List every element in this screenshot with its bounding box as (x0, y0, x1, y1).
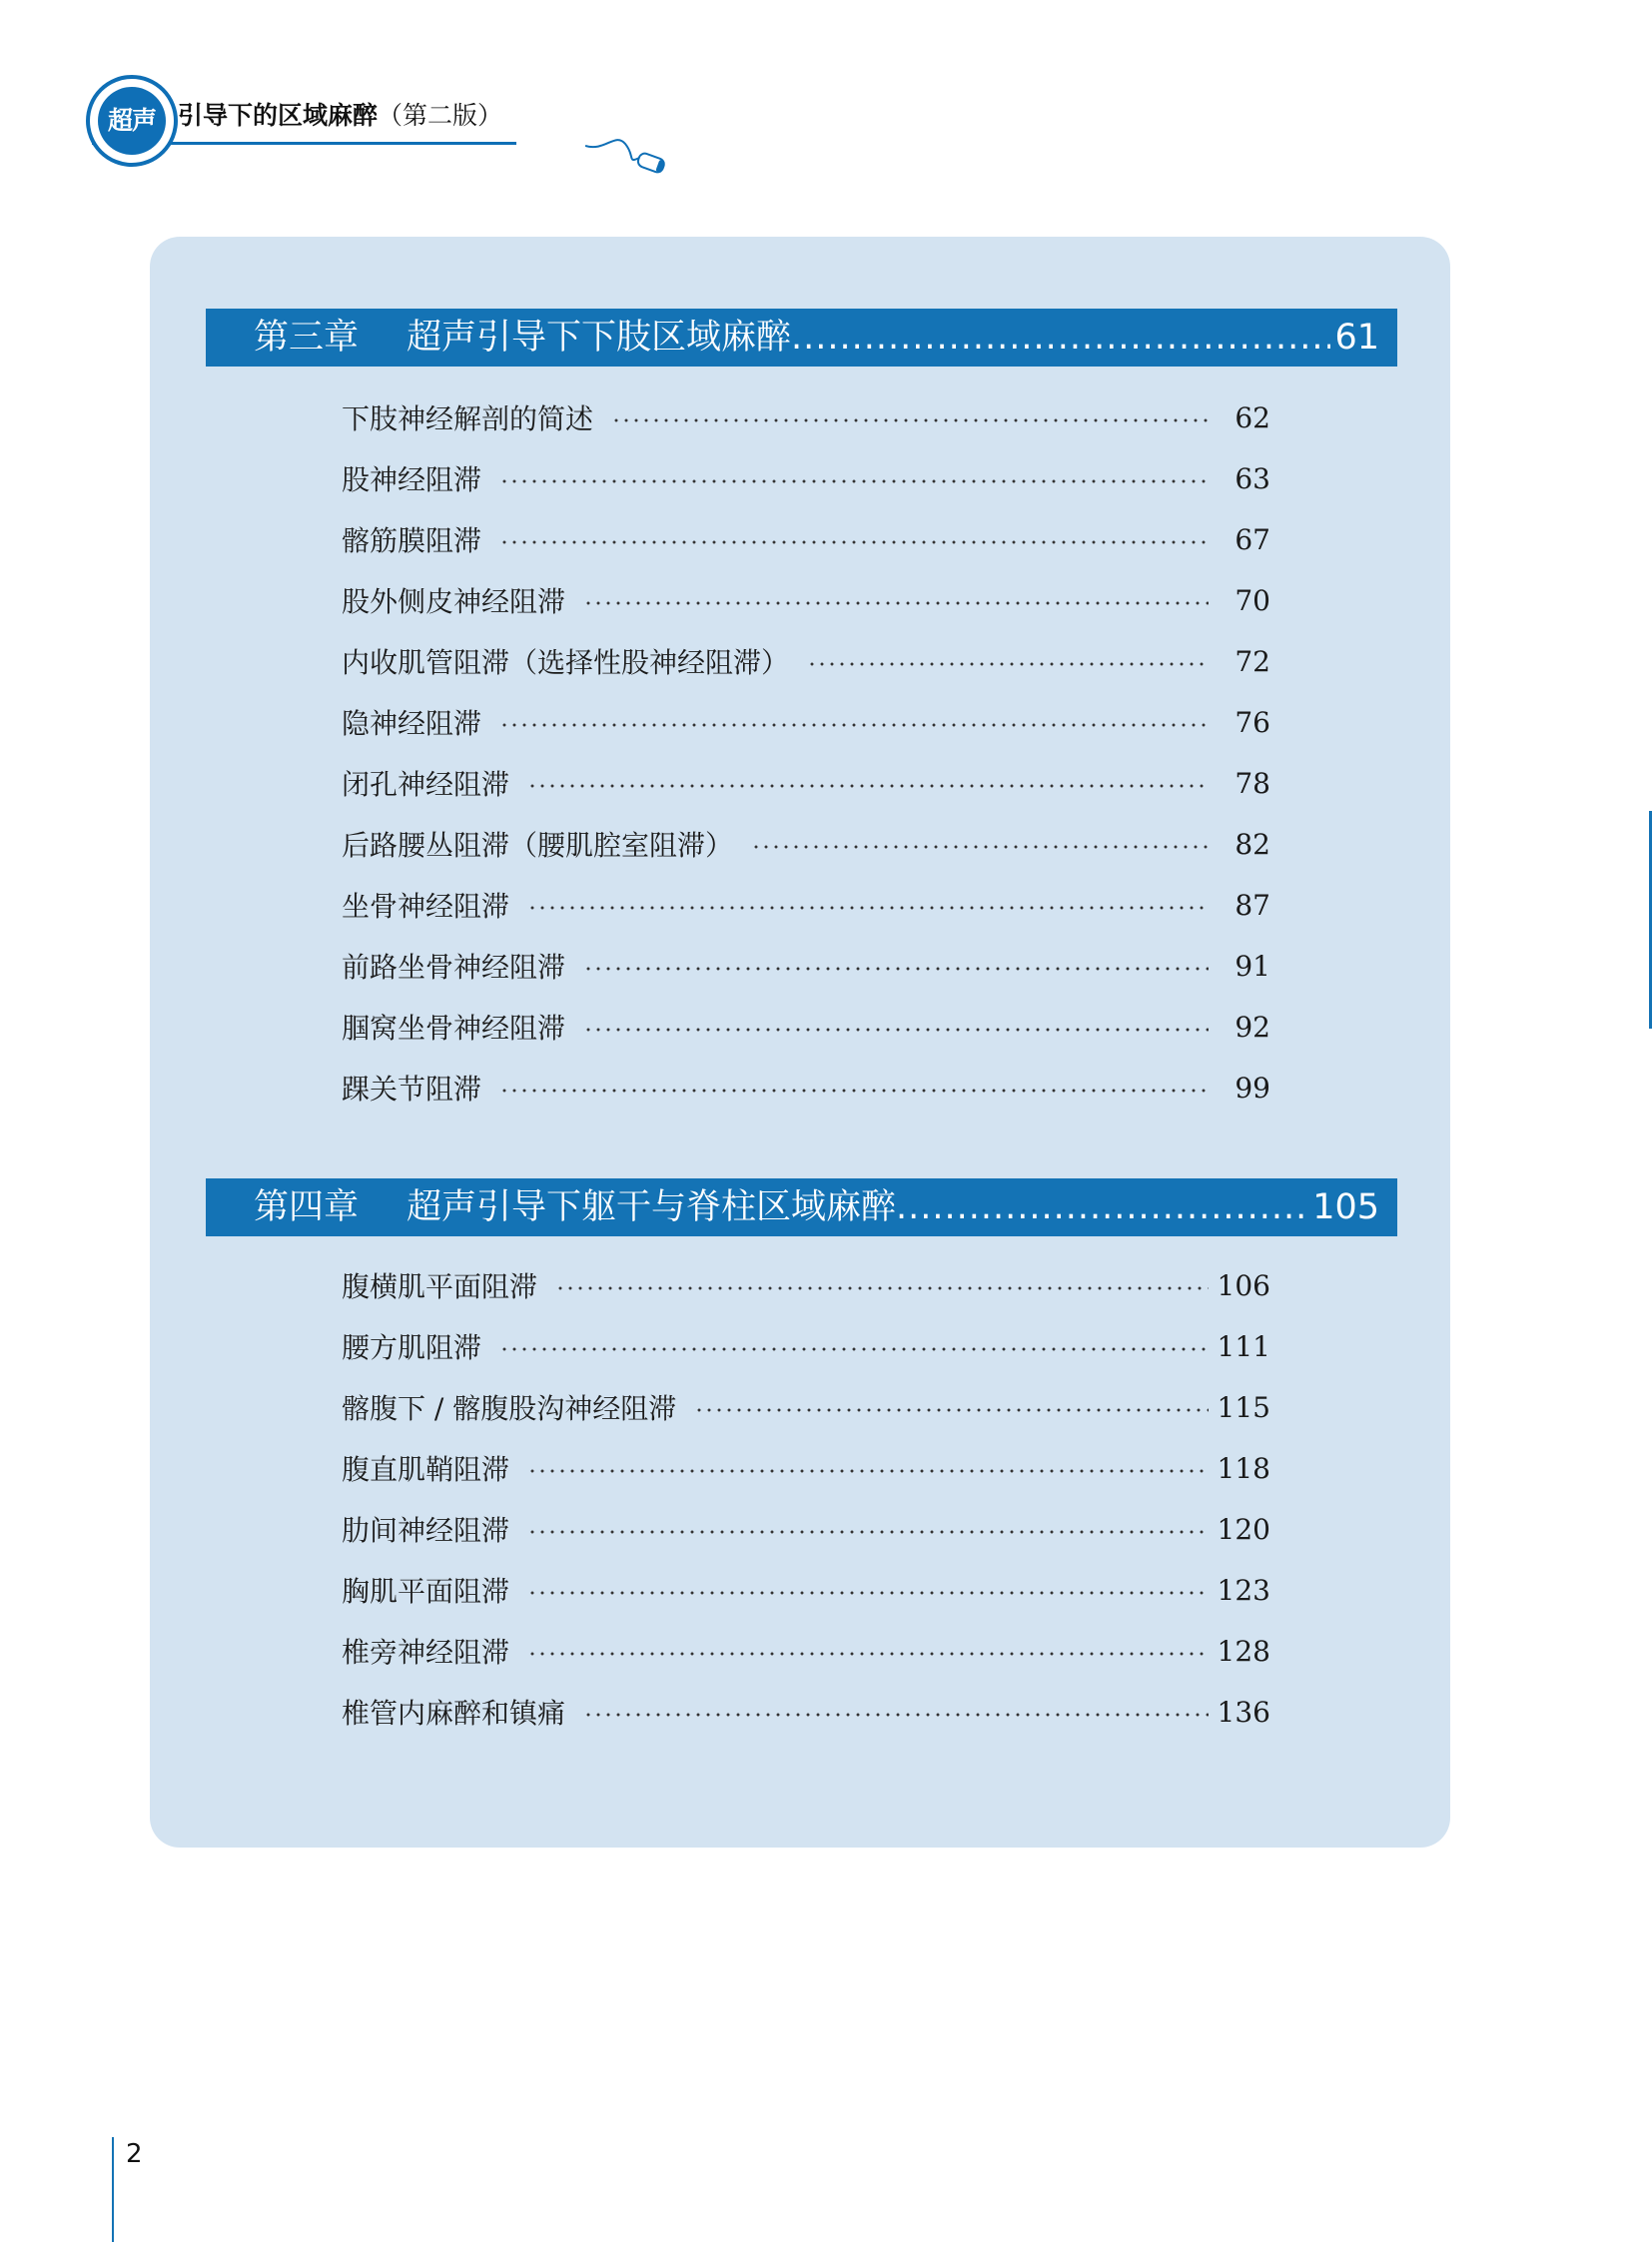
toc-entry[interactable] (342, 1690, 1270, 1734)
dot-leader (583, 967, 1209, 971)
entry-title: 隐神经阻滞 (342, 707, 482, 740)
chapter-title: 超声引导下下肢区域麻醉 (407, 318, 792, 358)
entry-page: 115 (1217, 1390, 1270, 1424)
entry-title: 踝关节阻滞 (342, 1073, 482, 1106)
toc-entry[interactable] (342, 1507, 1270, 1551)
logo-text: 超声 (98, 87, 166, 155)
toc-entry[interactable] (342, 1629, 1270, 1673)
chapter-title: 超声引导下躯干与脊柱区域麻醉 (407, 1187, 897, 1227)
toc-entry[interactable] (342, 578, 1270, 622)
toc-entry[interactable] (342, 700, 1270, 744)
dot-leader (527, 1530, 1209, 1534)
dot-leader (527, 1591, 1209, 1595)
entry-title: 内收肌管阻滞（选择性股神经阻滞） (342, 646, 790, 679)
toc-entry[interactable] (342, 1324, 1270, 1368)
dot-leader (694, 1408, 1209, 1412)
toc-entry[interactable] (342, 1263, 1270, 1307)
entry-title: 股外侧皮神经阻滞 (342, 585, 566, 618)
book-edition: （第二版） (378, 101, 503, 130)
dot-leader (583, 601, 1209, 605)
entry-title: 腰方肌阻滞 (342, 1331, 482, 1364)
entry-title: 腹横肌平面阻滞 (342, 1270, 538, 1303)
chapter-page: 61 (1334, 318, 1379, 358)
entry-page: 120 (1217, 1512, 1270, 1546)
toc-entry[interactable] (342, 883, 1270, 927)
dot-leader (499, 540, 1209, 544)
entry-page: 87 (1235, 888, 1270, 922)
chapter-number: 第三章 (254, 318, 360, 358)
toc-entry[interactable] (342, 1568, 1270, 1612)
entry-title: 肋间神经阻滞 (342, 1514, 510, 1547)
toc-entry[interactable] (342, 517, 1270, 561)
entry-title: 腹直肌鞘阻滞 (342, 1453, 510, 1486)
toc-entry[interactable] (342, 1446, 1270, 1490)
dot-leader (896, 1178, 1308, 1236)
entry-page: 78 (1235, 766, 1270, 800)
entry-page: 128 (1217, 1634, 1270, 1668)
entry-title: 后路腰丛阻滞（腰肌腔室阻滞） (342, 829, 734, 862)
dot-leader (527, 1469, 1209, 1473)
entry-page: 136 (1217, 1695, 1270, 1729)
toc-entry[interactable] (342, 1385, 1270, 1429)
chapter-number: 第四章 (254, 1187, 360, 1227)
entry-title: 前路坐骨神经阻滞 (342, 951, 566, 984)
dot-leader (751, 845, 1209, 849)
toc-entry[interactable] (342, 944, 1270, 988)
entry-page: 72 (1235, 644, 1270, 678)
dot-leader (583, 1713, 1209, 1717)
entry-page: 70 (1235, 583, 1270, 617)
entry-title: 髂腹下 / 髂腹股沟神经阻滞 (342, 1392, 677, 1425)
dot-leader (499, 723, 1209, 727)
toc-entry[interactable] (342, 1066, 1270, 1110)
entry-page: 62 (1235, 400, 1270, 434)
entry-title: 椎旁神经阻滞 (342, 1636, 510, 1669)
dot-leader (499, 1347, 1209, 1351)
toc-entry[interactable] (342, 395, 1270, 439)
dot-leader (611, 418, 1209, 422)
page-number: 2 (126, 2139, 143, 2169)
toc-entry[interactable] (342, 1005, 1270, 1049)
chapter-page: 105 (1312, 1187, 1379, 1227)
entry-page: 92 (1235, 1010, 1270, 1044)
dot-leader (499, 479, 1209, 483)
dot-leader (807, 662, 1209, 666)
entry-title: 椎管内麻醉和镇痛 (342, 1697, 566, 1730)
entry-page: 82 (1235, 827, 1270, 861)
dot-leader (499, 1089, 1209, 1093)
dot-leader (527, 906, 1209, 910)
entry-page: 91 (1235, 949, 1270, 983)
chapter-4-heading[interactable] (206, 1178, 1397, 1236)
entry-title: 坐骨神经阻滞 (342, 890, 510, 923)
entry-title: 髂筋膜阻滞 (342, 524, 482, 557)
footer-rule (112, 2137, 114, 2242)
entry-title: 下肢神经解剖的简述 (342, 402, 594, 435)
entry-title: 胸肌平面阻滞 (342, 1575, 510, 1608)
chapter-3-heading[interactable] (206, 309, 1397, 367)
dot-leader (555, 1286, 1209, 1290)
running-header (86, 70, 605, 170)
entry-page: 76 (1235, 705, 1270, 739)
entry-page: 99 (1235, 1071, 1270, 1105)
entry-page: 63 (1235, 461, 1270, 495)
entry-title: 腘窝坐骨神经阻滞 (342, 1012, 566, 1045)
entry-page: 106 (1217, 1268, 1270, 1302)
book-title-text: 引导下的区域麻醉 (178, 101, 379, 130)
dot-leader (527, 784, 1209, 788)
toc-entry[interactable] (342, 822, 1270, 866)
book-logo (86, 75, 178, 167)
ultrasound-probe-icon (585, 122, 675, 182)
entry-page: 118 (1217, 1451, 1270, 1485)
dot-leader (791, 309, 1330, 367)
toc-entry[interactable] (342, 761, 1270, 805)
toc-entry[interactable] (342, 639, 1270, 683)
entry-page: 123 (1217, 1573, 1270, 1607)
entry-title: 闭孔神经阻滞 (342, 768, 510, 801)
dot-leader (583, 1028, 1209, 1032)
entry-page: 67 (1235, 522, 1270, 556)
entry-title: 股神经阻滞 (342, 463, 482, 496)
entry-page: 111 (1217, 1329, 1270, 1363)
toc-entry[interactable] (342, 456, 1270, 500)
dot-leader (527, 1652, 1209, 1656)
